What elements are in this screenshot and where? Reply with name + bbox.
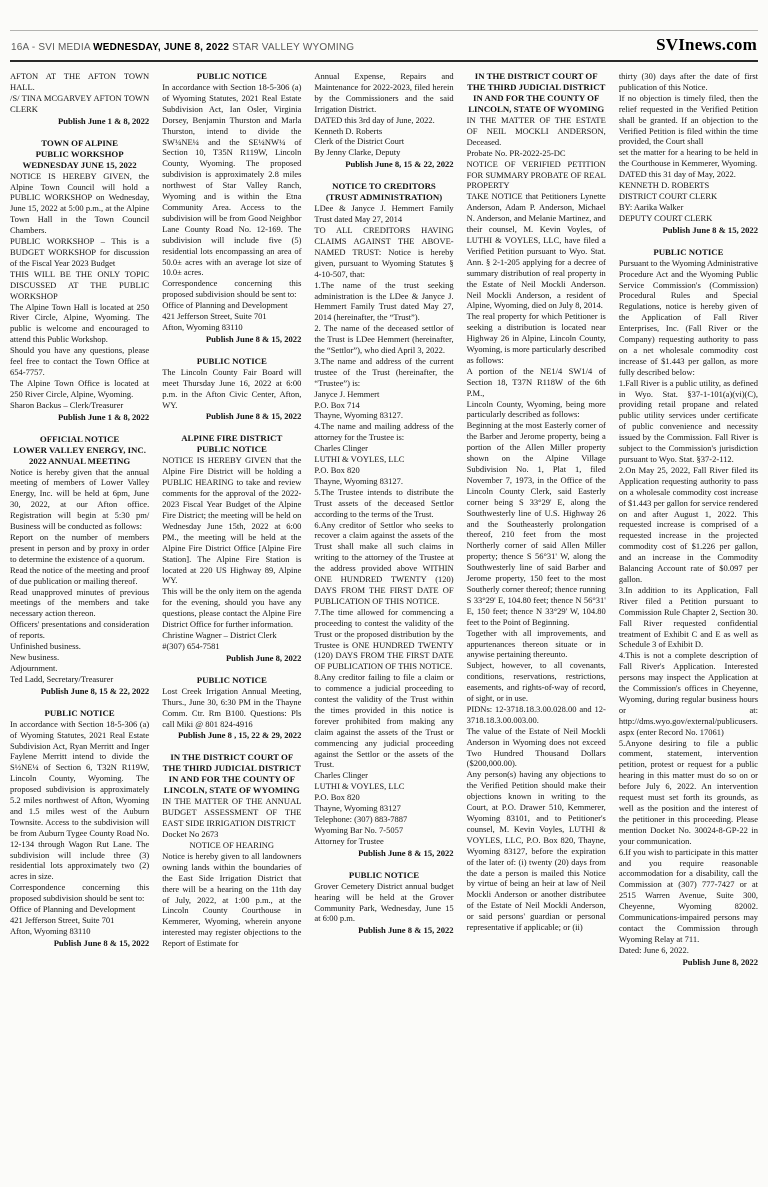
notice-paragraph: 5.Anyone desiring to file a public comment, statement, intervention petition, protest or request for a public hearing in this matter must do so on or before July 6, 2022. An intervention request must set forth its grounds, as well as the position and the interest of the petitioner in this proceeding. Please mention Docket No. 30024-8-GP-22 in your communication. [618,737,759,846]
notice-heading-line: TOWN OF ALPINE [41,137,118,148]
notice-paragraph: Correspondence concerning this proposed subdivision should be sent to: [162,278,302,300]
notice-paragraph: NOTICE IS HEREBY GIVEN that the Alpine Fire District will be holding a PUBLIC HEARING to take and review comments for the approval of the 2022-2023 Fiscal Year Budget of the Alpine Fire District; the meeting will be held on Wednesday June 15th, 2022 at 6:00 PM., the meeting will be held at the Alpine Fire District Office [Alpine Fire Station]. The Alpine Fire Station is located at 220 US Highway 89, Alpine WY. [162,455,302,586]
website-label: SVInews.com [656,35,757,54]
notice-paragraph: New business. [10,651,60,662]
notice-paragraph: NOTICE OF HEARING [189,840,275,851]
notice [162,356,301,423]
notice-paragraph: LDee & Janyce J. Hemmert Family Trust dated May 27, 2014 [314,203,454,225]
notice-paragraph: Lincoln County, Wyoming, being more particularly described as follows: [466,398,606,420]
notice [619,71,758,236]
notice-paragraph: LUTHI & VOYLES, LLC [314,454,405,465]
notice-paragraph: Read the notice of the meeting and proof of due publication or mailing thereof. [10,564,150,586]
notice-heading [10,138,149,171]
notice-paragraph: Dated: June 6, 2022. [618,944,689,955]
notice-column [619,71,758,979]
publish-line: Publish June 8 & 15, 2022 [205,333,302,344]
notice [162,675,301,742]
publish-line: Publish June 8, 2022 [225,652,302,663]
notice-paragraph: Report on the number of members present in person and by proxy in order to determine the existence of a quorum. [10,532,150,564]
notice-paragraph: /S/ TINA MCGARVEY AFTON TOWN CLERK [10,92,150,114]
masthead-left [11,42,354,53]
notice-paragraph: This will be the only item on the agenda for the evening, should you have any questions, please contact the Alpine Fire District Office for further information. [162,586,302,630]
notice-paragraph: 3.The name and address of the current trustee of the Trust (hereinafter, the “Trustee”) is: [314,355,454,388]
notice-paragraph: 3.In addition to its Application, Fall River filed a Petition pursuant to Commission Rule Chapter 2, Section 30. Fall River requested confidential treatment of Exhibit C and E as well as Schedule 3 of Exhibit D. [618,584,759,650]
issue-date: WEDNESDAY, JUNE 8, 2022 [93,42,230,53]
publish-line: Publish June 8, 15 & 22, 2022 [40,685,150,696]
notice-paragraph: IN THE MATTER OF THE ANNUAL BUDGET ASSESSMENT OF THE EAST SIDE IRRIGATION DISTRICT [162,796,302,829]
notice [10,138,149,423]
public-notices-area [10,62,758,979]
notice-paragraph: Notice is hereby given that the annual meeting of members of Lower Valley Energy, Inc. will be held at 6pm, June 30, 2022, at our Afton office. Registration will begin at 5:30 pm/ Business will be conducted as follows: [10,466,150,532]
notice-paragraph: Beginning at the most Easterly corner of the Barber and Jerome property, being a portion of the Allen Miller property shown on the Alpine Village Subdivision No. 1, Plat 1, filed November 7, 1973, in the Office of the Lincoln County Clerk, said Easterly corner being S 33°29' E, along the Southwesterly line of U.S. Highway 26 and the Southeasterly prolongation thereof, 210 feet from the most Northerly corner of said Allen Miller property; thence S 56°31' W, along the Southwesterly line of said Barber and Jerome property, 150 feet to the most Southerly corner thereof; thence running S 33°29' E, 104.80 feet; thence N 56°31' E, 150 feet; thence N 33°29' W, 104.80 feet to the Point of Beginning. [466,420,606,627]
notice-paragraph: Thayne, Wyoming 83127. [314,475,403,486]
notice-paragraph: 7.The time allowed for commencing a proceeding to contest the validity of the Trust or the proposed distribution by the Trustee is ONE HUNDRED TWENTY (120) DAYS FROM THE FIRST DATE OF PUBLICATION OF THIS NOTICE. [314,606,454,672]
notice-heading [467,71,606,115]
notice-paragraph: Thayne, Wyoming 83127. [314,410,403,421]
notice-heading-line: IN THE DISTRICT COURT OF THE THIRD JUDICIAL DISTRICT [162,752,302,774]
publish-line: Publish June 8 & 15, 2022 [205,411,302,422]
notice-heading-line: PUBLIC NOTICE [348,869,420,880]
notice-paragraph: Ted Ladd, Secretary/Treasurer [10,673,114,684]
notice-paragraph: #(307) 654-7581 [162,640,220,651]
notice-paragraph: If no objection is timely filed, then the relief requested in the Verified Petition shall be granted. If an objection to the Verified Petition is filed within the time provided, the Court shall [618,92,759,147]
notice-paragraph: Subject, however, to all covenants, conditions, reservations, restrictions, easements, and rights-of-way of record, of sight, or in use. [466,660,606,704]
notice-paragraph: 421 Jefferson Street, Suite 701 [10,915,115,925]
notice-paragraph: Pursuant to the Wyoming Administrative Procedure Act and the Wyoming Public Service Commission's (Commission) Procedural Rules and Special Regulations, notice is hereby given of the Application of Fall River Enterprises, Inc. (Fall River or the Company) requesting authority to pass on a net wholesale commodity cost increase of $1.443 per gallon, as more fully described below: [618,257,759,377]
notice-column [314,71,453,979]
notice-heading-line: PUBLIC NOTICE [196,71,267,81]
notice-paragraph: P.O. Box 714 [314,399,360,410]
notice-paragraph: Read unapproved minutes of previous meetings of the members and take necessary action thereon. [10,586,150,619]
notice-heading-line: OFFICIAL NOTICE [39,433,120,444]
notice-paragraph: A portion of the NE1/4 SW1/4 of Section 18, T37N R118W of the 6th P.M., [466,365,606,398]
notice-heading-line: 2022 ANNUAL MEETING [29,455,131,466]
publish-line: Publish June 8 & 15, 2022 [53,937,150,948]
notice-paragraph: 5.The Trustee intends to distribute the Trust assets of the deceased Settlor according to the terms of the Trust. [314,486,454,519]
notice-heading [619,247,758,258]
notice [314,181,453,858]
notice [162,433,301,663]
notice-heading-line: (TRUST ADMINISTRATION) [325,192,443,203]
notice-paragraph: Afton, Wyoming 83110 [10,925,91,936]
notice-paragraph: Docket No 2673 [162,829,219,840]
notice-heading-line: NOTICE TO CREDITORS [332,181,436,192]
notice-paragraph: By Jenny Clarke, Deputy [314,147,401,158]
notice-paragraph: DEPUTY COURT CLERK [618,212,713,223]
notice-paragraph: Wyoming Bar No. 7-5057 [314,824,404,835]
notice-paragraph: 2.On May 25, 2022, Fall River filed its Application requesting authority to pass on a wholesale commodity cost increase of $1.443 per gallon for service rendered on and after August 1, 2022. This requested increase is comprised of a requested increase in the projected commodity cost of $1.226 per gallon, and an increase in the Commodity Balancing Account rate of $0.097 per gallon. [618,464,759,584]
notice-paragraph: Kenneth D. Roberts [314,125,383,136]
notice-paragraph: 4.The name and mailing address of the attorney for the Trustee is: [314,421,454,443]
masthead-row [10,31,758,60]
notice-paragraph: Charles Clinger [314,443,368,454]
notice-paragraph: Probate No. PR-2022-25-DC [466,147,566,158]
notice-heading [162,71,301,82]
notice-paragraph: Thayne, Wyoming 83127 [314,803,401,814]
notice-paragraph: The Alpine Town Hall is located at 250 River Circle, Alpine, Wyoming. The public is welcome and encouraged to attend this Public Workshop. [10,301,150,345]
notice [314,71,453,170]
notice-heading-line: PUBLIC NOTICE [196,444,267,455]
notice-paragraph: Attorney for Trustee [314,835,384,846]
notice-paragraph: 6.Any creditor of Settlor who seeks to recover a claim against the assets of the Trust shall make all such claims in writing to the attorney of the Trustee at the address provided above WITHIN ONE HUNDRED TWENTY (120) DAYS FROM THE FIRST DATE OF PUBLICATION OF THIS NOTICE. [314,519,454,606]
notice-paragraph: Afton, Wyoming 83110 [162,321,243,332]
notice [162,71,301,345]
notice-paragraph: PUBLIC WORKSHOP – This is a BUDGET WORKSHOP for discussion of the Fiscal Year 2023 Budget [10,236,150,268]
notice-paragraph: BY: Aarika Walker [618,201,684,212]
notice-paragraph: Correspondence concerning this proposed subdivision should be sent to: [10,882,150,904]
notice-paragraph: Office of Planning and Development [162,300,288,311]
notice-heading-line: WEDNESDAY JUNE 15, 2022 [22,159,137,170]
notice-paragraph: 1.Fall River is a public utility, as defined in Wyo. Stat. §37-1-101(a)(vi)(C), providing retail propane and related public utility services under certificate of public convenience and necessity issued by the Commission. Fall River is subject to the Commission's jurisdiction pursuant to Wyo. Stat. §37-2-112. [618,377,759,464]
notice-paragraph: Together with all improvements, and appurtenances thereon situate or in anywise pertaining thereunto. [466,627,606,660]
notice-paragraph: DATED this 3rd day of June, 2022. [314,114,435,125]
notice-paragraph: P.O. Box 820 [314,792,360,803]
notice-heading [162,356,301,367]
publish-line: Publish June 8 & 15, 2022 [662,224,759,235]
publish-line: Publish June 1 & 8, 2022 [57,115,150,126]
notice-heading-line: ALPINE FIRE DISTRICT [181,433,283,444]
notice-paragraph: 4.This is not a complete description of Fall River's Application. Interested persons may inspect the Application at the Commission's offices in Cheyenne, Wyoming, during regular business hours or at: http://dms.wyo.gov/external/publicusers.aspx (enter Record No. 17061) [618,650,759,737]
notice-paragraph: THIS WILL BE THE ONLY TOPIC DISCUSSED AT THE PUBLIC WORKSHOP [10,268,150,301]
notice-paragraph: In accordance with Section 18-5-306 (a) of Wyoming Statutes, 2021 Real Estate Subdivision Act, Ian Osler, Virginia Dorsey, Benjamin Thurston and Marla Thurston, intend to divide the SW¼NE¼ and the SE¼NW¼ of Section 10, T35N R119W, Lincoln County, Wyoming. The proposed subdivision is approximately 2.8 miles northwest of Star Valley Ranch, Wyoming and is within the Etna Community Area. Access to the subdivision will be from Good Neighbor Lane County Road No. 12-169. The subdivision will include five (5) residential lots encompassing an area of 50.0± acres with an average lot size of 10.0± acres. [162,82,302,278]
notice-paragraph: TO ALL CREDITORS HAVING CLAIMS AGAINST THE ABOVE-NAMED TRUST: Notice is hereby given, pursuant to Wyoming Statutes § 4-10-507, that: [314,225,454,279]
notice-paragraph: P.O. Box 820 [314,465,360,475]
notice-heading-line: PUBLIC NOTICE [653,246,724,257]
notice-heading-line: PUBLIC NOTICE [196,355,267,366]
notice-heading-line: PUBLIC WORKSHOP [35,148,124,159]
publish-line: Publish June 1 & 8, 2022 [57,411,150,422]
notice-paragraph: Sharon Backus – Clerk/Treasurer [10,399,124,410]
notice-paragraph: The Lincoln County Fair Board will meet Thursday June 16, 2022 at 6:00 p.m. in the Afton Civic Center, Afton, WY. [162,366,302,410]
notice-paragraph: PIDNs: 12-3718.18.3.00.028.00 and 12-3718.18.3.00.003.00. [466,703,606,725]
notice-paragraph: Janyce J. Hemmert [314,388,380,399]
notice-paragraph: Adjournment. [10,662,58,673]
notice-heading-line: IN THE DISTRICT COURT OF THE THIRD JUDICIAL DISTRICT [466,71,606,92]
notice-paragraph: Lost Creek Irrigation Annual Meeting, Thurs., June 30, 6:30 PM in the Thayne Comm. Ctr. Rm B100. Questions: Pls call Miki @ 801 824-4916 [162,685,302,729]
notice-heading [10,708,149,719]
notice-paragraph: LUTHI & VOYLES, LLC [314,781,405,792]
notice-paragraph: DISTRICT COURT CLERK [618,190,718,201]
notice-column [162,71,301,979]
notice-paragraph: NOTICE IS HEREBY GIVEN, the Alpine Town Council will hold a PUBLIC WORKSHOP on Wednesday, June 15, 2022 at 5:00 p.m., at the Alpine Town Hall in the Town Council Chambers. [10,170,150,236]
notice-paragraph: The Alpine Town Office is located at 250 River Circle, Alpine, Wyoming. [10,377,150,399]
notice-heading [162,433,301,455]
notice-paragraph: Christine Wagner – District Clerk [162,629,277,640]
region-label: STAR VALLEY WYOMING [232,42,355,53]
notice-column [467,71,606,979]
page-edition-label: 16A - SVI MEDIA [11,42,91,53]
notice-heading-line: IN AND FOR THE COUNTY OF LINCOLN, STATE OF WYOMING [468,93,605,114]
notice [10,708,149,949]
notice-heading-line: PUBLIC NOTICE [196,674,267,685]
notice-paragraph: thirty (30) days after the date of first publication of this Notice. [618,71,759,92]
notice-paragraph: Annual Expense, Repairs and Maintenance for 2022-2023, filed herein by the Commissioners and the said Irrigation District. [314,71,454,114]
notice-column [10,71,149,979]
publish-line: Publish June 8, 2022 [682,956,759,967]
notice-paragraph: 1.The name of the trust seeking administration is the LDee & Janyce J. Hemmert Family Trust dated May 27, 2014 (hereinafter, the “Trust”). [314,279,454,323]
notice [10,434,149,697]
notice-paragraph: Office of Planning and Development [10,904,136,915]
notice-paragraph: In accordance with Section 18-5-306 (a) of Wyoming Statutes, 2021 Real Estate Subdivision Act, Ryan Merritt and Inger Faylene Merritt intend to divide the S½NE¼ of Section 6, T32N R119W, Lincoln County, Wyoming. The proposed subdivision is approximately 5.2 miles northwest of Afton, Wyoming and 1.5 miles west of the Auburn Townsite. Access to the subdivision will be from Auburn Tygee County Road No. 12-134 through Wagon Rut Lane. The subdivision will include three (3) residential lots approximately two (2) acres in size. [10,718,150,882]
notice-heading [314,870,453,881]
notice-paragraph: Should you have any questions, please feel free to contact the Town Office at 654-7757. [10,345,150,377]
notice-paragraph: Notice is hereby given to all landowners owning lands within the boundaries of the East Side Irrigation District that there will be a hearing on the 11th day of July, 2022, at 1:00 p.m., at the Lincoln County Courthouse in Kemmerer, Wyoming, wherein anyone interested may register objections to the Report of Estimate for [162,850,302,949]
notice [467,71,606,933]
notice-paragraph: 8.Any creditor failing to file a claim or to commence a judicial proceeding to contest the validity of the Trust within the times provided in this notice is forever prohibited from making any claim against the assets of the Trust or commencing any judicial proceeding against the Settlor or the assets of the Trust. [314,672,454,770]
publish-line: Publish June 8 & 15, 2022 [358,925,454,936]
notice [619,247,758,968]
notice-paragraph: AFTON AT THE AFTON TOWN HALL. [10,71,150,92]
notice-paragraph: 2. The name of the deceased settlor of the Trust is LDee Hemmert (hereinafter, the “Settlor”), who died April 3, 2022. [314,323,454,356]
publish-line: Publish June 8 , 15, 22 & 29, 2022 [177,730,302,741]
notice [10,71,149,127]
notice-heading [162,675,301,686]
notice-paragraph: KENNETH D. ROBERTS [618,180,710,191]
notice-paragraph: The value of the Estate of Neil Mockli Anderson in Wyoming does not exceed Two Hundred Thousand Dollars ($200,000.00). [466,725,606,769]
notice-paragraph: Clerk of the District Court [314,136,405,147]
notice-paragraph: NOTICE OF VERIFIED PETITION FOR SUMMARY PROBATE OF REAL PROPERTY [466,158,606,191]
notice-paragraph: Any person(s) having any objections to the Verified Petition should make their objections known in writing to the Court, at P.O. Drawer 510, Kemmerer, Wyoming 83101, and to Petitioner's counsel, M. Kevin Voyles, LUTHI & VOYLES, LLC, P.O. Box 820, Thayne, Wyoming 83127, before the expiration of the later of: (i) twenty (20) days from the date a person is mailed this Notice by virtue of being an heir at law of Neil Mockli Anderson or another distributee of the Estate of Neil Mockli Anderson, or said persons' guardian or personal representative if applicable; or (ii) [466,769,606,933]
notice-paragraph: IN THE MATTER OF THE ESTATE OF NEIL MOCKLI ANDERSON, Deceased. [466,115,606,147]
notice-paragraph: Unfinished business. [10,641,81,652]
notice-heading [314,181,453,203]
publish-line: Publish June 8, 15 & 22, 2022 [345,159,454,170]
notice-paragraph: Grover Cemetery District annual budget hearing will be held at the Grover Community Park, Wednesday, June 15 at 6:00 p.m. [314,880,454,924]
notice-paragraph: TAKE NOTICE that Petitioners Lynette Anderson, Adam P. Anderson, Michael N. Anderson, and Melanie Martinez, and their counsel, M. Kevin Voyles, of LUTHI & VOYLES, LLC, have filed a Verified Petition pursuant to Wyo. Stat. Ann. § 2-1-205 applying for a decree of summary distribution of real property in the Estate of Neil Mockli Anderson. Neil Mockli Anderson, a resident of Alpine, Wyoming, died on July 8, 2014. [466,191,606,311]
notice-heading-line: IN AND FOR THE COUNTY OF LINCOLN, STATE OF WYOMING [163,774,300,796]
notice-paragraph: set the matter for a hearing to be held in the Courthouse in Kemmerer, Wyoming. [618,147,759,169]
notice-paragraph: DATED this 31 day of May, 2022. [618,169,736,180]
masthead [10,30,758,62]
notice [162,752,301,949]
notice-heading [162,752,301,796]
notice-paragraph: 6.If you wish to participate in this matter and you require reasonable accommodation for a disability, call the Commission at (307) 777-7427 or at 2515 Warren Avenue, Suite 300, Cheyenne, Wyoming 82002. Communications-impaired persons may contact the Commission through Wyoming Relay at 711. [618,846,759,944]
notice-heading-line: PUBLIC NOTICE [44,707,115,718]
notice-paragraph: Officers' presentations and consideration of reports. [10,619,150,641]
notice-paragraph: Charles Clinger [314,770,368,781]
publish-line: Publish June 8 & 15, 2022 [358,847,454,858]
notice [314,870,453,937]
notice-paragraph: 421 Jefferson Street, Suite 701 [162,311,267,322]
notice-heading-line: LOWER VALLEY ENERGY, INC. [13,444,146,455]
notice-paragraph: The real property for which Petitioner is seeking a distribution is located near Highway 26 in Alpine, Lincoln County, Wyoming, is more particularly described as follows: [466,311,606,365]
notice-heading [10,434,149,467]
notice-paragraph: Telephone: (307) 883-7887 [314,814,408,824]
